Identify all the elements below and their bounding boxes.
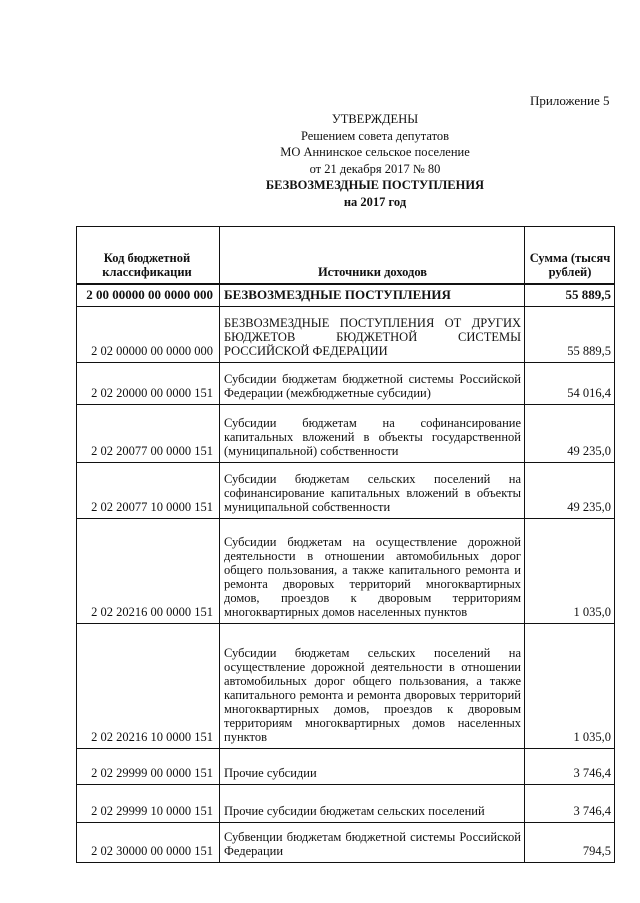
row-source: Субсидии бюджетам сельских поселений на осуществление дорожной деятельности в отношении автомобильных дорог общего пользования, а также капитального ремонта и ремонта дворовых территорий многоквартирных домов, проездов к дворовым территориям многоквартирных домов населенных пунктов: [220, 623, 525, 748]
row-amount: 794,5: [525, 822, 615, 862]
document-header: [240, 111, 510, 210]
row-amount: 3 746,4: [525, 784, 615, 822]
row-source: Субсидии бюджетам бюджетной системы Российской Федерации (межбюджетные субсидии): [220, 362, 525, 404]
row-source: Субсидии бюджетам сельских поселений на софинансирование капитальных вложений в объекты муниципальной собственности: [220, 462, 525, 518]
row-source: Субвенции бюджетам бюджетной системы Российской Федерации: [220, 822, 525, 862]
row-code: 2 02 20216 00 0000 151: [77, 518, 220, 623]
approval-line-1: Решением совета депутатов: [300, 128, 450, 143]
row-amount: 1 035,0: [525, 623, 615, 748]
document-title: БЕЗВОЗМЕЗДНЫЕ ПОСТУПЛЕНИЯ: [265, 178, 485, 192]
header-amount: Сумма (тысяч рублей): [525, 227, 615, 285]
row-code: 2 02 00000 00 0000 000: [77, 306, 220, 362]
table-row: [77, 784, 615, 822]
table-row: [77, 748, 615, 784]
row-source: Прочие субсидии: [220, 748, 525, 784]
table-row: [77, 518, 615, 623]
document-subtitle: на 2017 год: [343, 194, 407, 209]
approval-line-3: от 21 декабря 2017 № 80: [309, 161, 441, 176]
row-amount: 49 235,0: [525, 462, 615, 518]
row-code: 2 02 20077 10 0000 151: [77, 462, 220, 518]
row-source: БЕЗВОЗМЕЗДНЫЕ ПОСТУПЛЕНИЯ ОТ ДРУГИХ БЮДЖЕТОВ БЮДЖЕТНОЙ СИСТЕМЫ РОССИЙСКОЙ ФЕДЕРАЦИИ: [220, 306, 525, 362]
row-amount: 49 235,0: [525, 404, 615, 462]
table-row: [77, 362, 615, 404]
table-row: [77, 284, 615, 306]
row-amount: 54 016,4: [525, 362, 615, 404]
row-amount: 55 889,5: [525, 306, 615, 362]
row-code: 2 02 29999 10 0000 151: [77, 784, 220, 822]
row-amount: 55 889,5: [525, 284, 615, 306]
revenue-table: [76, 226, 615, 863]
row-code: 2 02 29999 00 0000 151: [77, 748, 220, 784]
table-row: [77, 404, 615, 462]
row-source: БЕЗВОЗМЕЗДНЫЕ ПОСТУПЛЕНИЯ: [220, 284, 525, 306]
row-code: 2 00 00000 00 0000 000: [77, 284, 220, 306]
row-code: 2 02 30000 00 0000 151: [77, 822, 220, 862]
row-code: 2 02 20216 10 0000 151: [77, 623, 220, 748]
row-amount: 1 035,0: [525, 518, 615, 623]
table-header-row: [77, 227, 615, 285]
row-source: Субсидии бюджетам на софинансирование капитальных вложений в объекты государственной (муниципальной) собственности: [220, 404, 525, 462]
approval-line-2: МО Аннинское сельское поселение: [280, 145, 470, 159]
row-source: Субсидии бюджетам на осуществление дорожной деятельности в отношении автомобильных дорог общего пользования, а также капитального ремонта и ремонта дворовых территорий многоквартирных домов, проездов к дворовым территориям многоквартирных домов населенных пунктов: [220, 518, 525, 623]
row-source: Прочие субсидии бюджетам сельских поселений: [220, 784, 525, 822]
row-code: 2 02 20000 00 0000 151: [77, 362, 220, 404]
header-code: Код бюджетной классификации: [77, 227, 220, 285]
header-source: Источники доходов: [220, 227, 525, 285]
table-row: [77, 306, 615, 362]
table-row: [77, 822, 615, 862]
appendix-label: Приложение 5: [530, 93, 610, 108]
table-row: [77, 462, 615, 518]
table-row: [77, 623, 615, 748]
row-amount: 3 746,4: [525, 748, 615, 784]
row-code: 2 02 20077 00 0000 151: [77, 404, 220, 462]
approved-label: УТВЕРЖДЕНЫ: [331, 112, 419, 126]
